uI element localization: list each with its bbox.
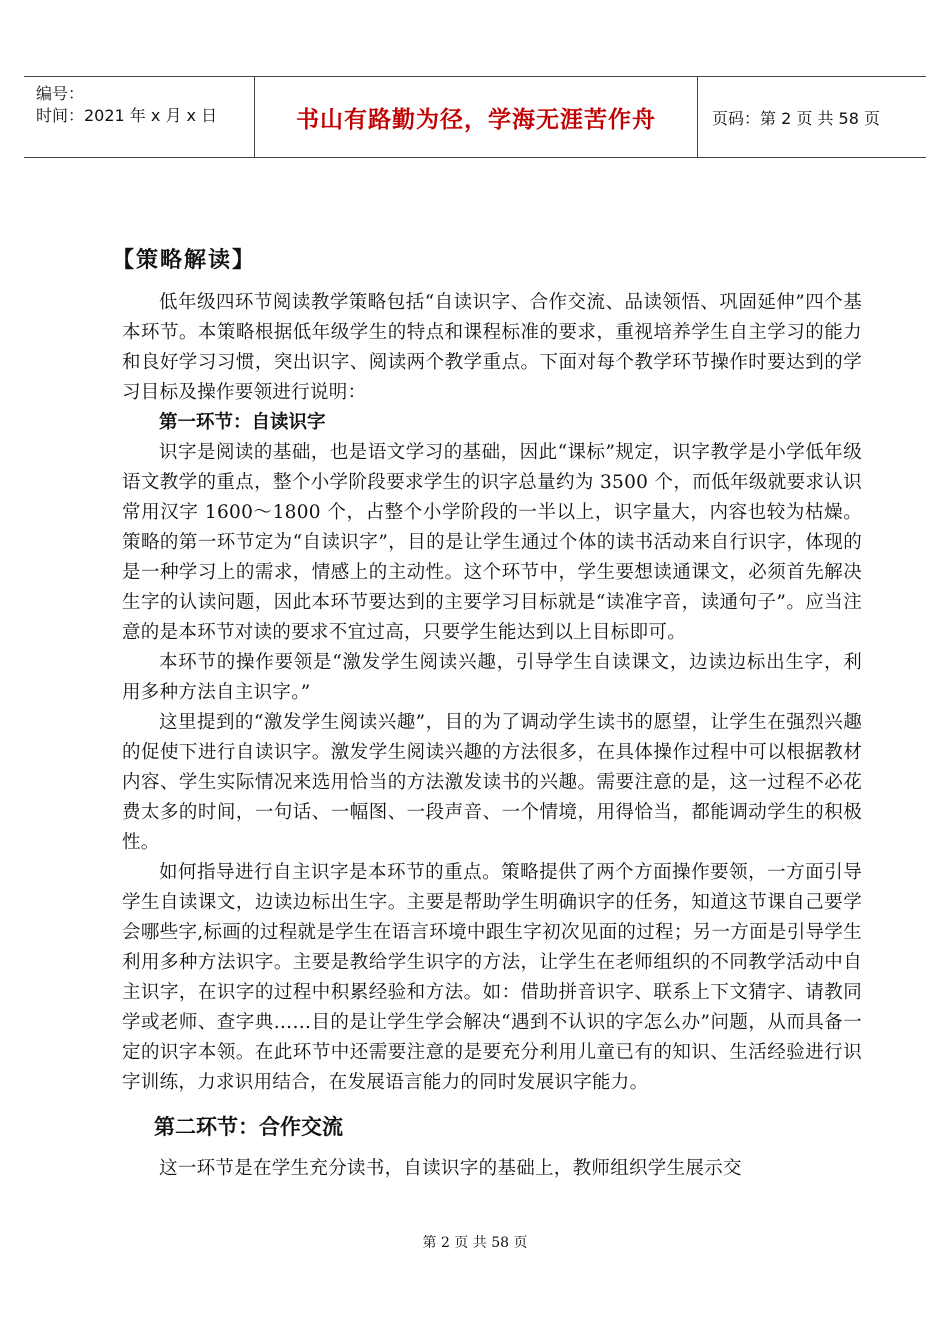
page-header (24, 76, 926, 158)
section-heading: 【策略解读】 (112, 248, 257, 273)
document-body (112, 246, 862, 1184)
document-number-label: 编号： (36, 84, 85, 103)
intro-paragraph: 低年级四环节阅读教学策略包括“自读识字、合作交流、品读领悟、巩固延伸”四个基本环节。本策略根据低年级学生的特点和课程标准的要求，重视培养学生自主学习的能力和良好学习习惯，突出识字、阅读两个教学重点。下面对每个教学环节操作时要达到的学习目标及操作要领进行说明： (122, 292, 862, 403)
header-motto: 书山有路勤为径，学海无涯苦作舟 (254, 77, 698, 157)
document-time-label: 时间：2021 年 x 月 x 日 (36, 106, 218, 125)
subsection-title-2: 第二环节：合作交流 (154, 1115, 343, 1139)
paragraph-3: 这里提到的“激发学生阅读兴趣”，目的为了调动学生读书的愿望，让学生在强烈兴趣的促使下进行自读识字。激发学生阅读兴趣的方法很多，在具体操作过程中可以根据教材内容、学生实际情况来选用恰当的方法激发读书的兴趣。需要注意的是，这一过程不必花费太多的时间，一句话、一幅图、一段声音、一个情境，用得恰当，都能调动学生的积极性。 (122, 712, 862, 853)
paragraph-5: 这一环节是在学生充分读书，自读识字的基础上，教师组织学生展示交 (159, 1158, 742, 1179)
paragraph-4: 如何指导进行自主识字是本环节的重点。策略提供了两个方面操作要领，一方面引导学生自读课文，边读边标出生字。主要是帮助学生明确识字的任务，知道这节课自己要学会哪些字,标画的过程就是学生在语言环境中跟生字初次见面的过程；另一方面是引导学生利用多种方法识字。主要是教给学生识字的方法，让学生在老师组织的不同教学活动中自主识字，在识字的过程中积累经验和方法。如：借助拼音识字、联系上下文猜字、请教同学或老师、查字典……目的是让学生学会解决“遇到不认识的字怎么办”问题，从而具备一定的识字本领。在此环节中还需要注意的是要充分利用儿童已有的知识、生活经验进行识字训练，力求识用结合，在发展语言能力的同时发展识字能力。 (122, 862, 862, 1093)
subsection-title-1: 第一环节：自读识字 (159, 412, 326, 433)
header-meta (24, 77, 254, 163)
page-footer: 第 2 页 共 58 页 (422, 1235, 528, 1251)
paragraph-1: 识字是阅读的基础，也是语文学习的基础，因此“课标”规定，识字教学是小学低年级语文教学的重点，整个小学阶段要求学生的识字总量约为 3500 个，而低年级就要求认识常用汉字 1600～1800 个，占整个小学阶段的一半以上，识字量大，内容也较为枯燥。策略的第一环节定为“自读识字”，目的是让学生通过个体的读书活动来自行识字，体现的是一种学习上的需求，情感上的主动性。这个环节中，学生要想读通课文，必须首先解决生字的认读问题，因此本环节要达到的主要学习目标就是“读准字音，读通句子”。应当注意的是本环节对读的要求不宜过高，只要学生能达到以上目标即可。 (122, 442, 862, 643)
paragraph-2: 本环节的操作要领是“激发学生阅读兴趣，引导学生自读课文，边读边标出生字，利用多种方法自主识字。” (122, 652, 862, 703)
header-page-label: 页码：第 2 页 共 58 页 (712, 108, 880, 128)
